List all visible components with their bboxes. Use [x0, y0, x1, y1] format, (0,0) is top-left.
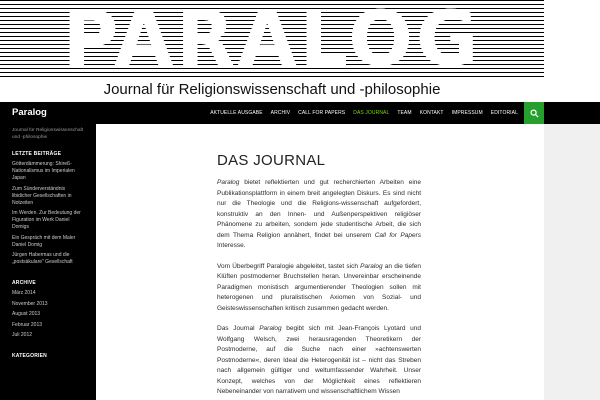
- site-tagline: Journal für Religionswissenschaft und -philosophie: [103, 81, 441, 98]
- archive-widget: [12, 280, 84, 339]
- call-for-papers-em: Call for Papers: [374, 231, 421, 239]
- nav-item-team[interactable]: TEAM: [397, 110, 412, 116]
- categories-heading: KATEGORIEN: [12, 353, 47, 359]
- paragraph-3-text: begibt sich mit Jean-François Lyotard und Wolfgang Welsch, zwei herausragenden Theoretikern der Postmoderne, auf die Suche nach einer »achtenswerten Postmoderne«, deren Ideal die Heterogenität ist – nicht das Streben nach allgemein gültiger und weltumfassender Wahrheit. Unser Konzept, welches von der Möglichkeit eines reflektieren Nebeneinander von narrativem und wissenschaftlichem Wissen: [217, 325, 421, 395]
- search-icon: [530, 109, 539, 118]
- recent-post-link[interactable]: Götterdämmerung: Shireß-Nationalismus im Imperialen Japan: [12, 161, 75, 181]
- site-title[interactable]: Paralog: [12, 107, 47, 118]
- paralog-em: Paralog: [360, 262, 383, 270]
- banner-right-margin: [544, 0, 600, 102]
- archive-link[interactable]: Juli 2012: [12, 332, 33, 338]
- recent-post-link[interactable]: Zum Sünderverständnis libidicher Gesellschaften in Notzeiten: [12, 185, 72, 206]
- paragraph-2: [217, 262, 421, 315]
- archive-link[interactable]: März 2014: [12, 290, 36, 296]
- archive-link[interactable]: August 2013: [12, 311, 41, 317]
- header-banner[interactable]: [0, 0, 544, 77]
- tagline-bar: [0, 77, 544, 102]
- nav-item-editorial[interactable]: EDITORIAL: [490, 110, 518, 116]
- archive-link[interactable]: Februar 2013: [12, 321, 43, 328]
- paragraph-1-end: Interesse.: [217, 242, 246, 249]
- paragraph-3-start: Das Journal: [217, 325, 260, 332]
- nav-item-das-journal[interactable]: DAS JOURNAL: [353, 110, 390, 116]
- page-title: DAS JOURNAL: [217, 152, 326, 169]
- nav-item-impressum[interactable]: IMPRESSUM: [451, 110, 483, 116]
- paralog-em: Paralog: [217, 179, 240, 186]
- recent-post-link[interactable]: Jürgen Habermas und die „postsäkulare" Gesellschaft: [12, 252, 73, 265]
- paragraph-2-start: Vom Überbegriff Paralogie abgeleitet, tastet sich: [217, 262, 361, 270]
- archive-heading: ARCHIVE: [12, 280, 36, 286]
- recent-post-link[interactable]: Ein Gespräch mit dem Maler Daniel Domig: [12, 234, 76, 248]
- paragraph-2-text: an die tiefen Klüften postmoderner Bruchstellen heran. Unvereinbar erscheinende Paradigmen monistisch argumentierender Theologien sollen mit heterogenen und pluralistischen Axiomen von Sozial- und Geisteswissenschaften kritisch zusammen gedacht werden.: [217, 262, 421, 312]
- nav-edge: [544, 102, 600, 124]
- paragraph-3: [217, 324, 421, 398]
- archive-link[interactable]: November 2013: [12, 300, 48, 307]
- main-nav: [206, 102, 522, 124]
- paralog-em: Paralog: [259, 325, 282, 332]
- site-logo[interactable]: PARALOG: [62, 0, 482, 77]
- search-button[interactable]: [524, 102, 544, 124]
- nav-item-aktuelle-ausgabe[interactable]: AKTUELLE AUSGABE: [210, 110, 263, 116]
- sidebar-tagline: Journal für Religionswissenschaft und -philosophie: [12, 128, 84, 140]
- nav-item-kontakt[interactable]: KONTAKT: [419, 110, 444, 116]
- recent-posts-heading: LETZTE BEITRÄGE: [12, 151, 62, 157]
- article: [217, 152, 421, 400]
- navbar: [0, 102, 600, 124]
- paragraph-1-text: bietet reflektierten und gut recherchierten Arbeiten eine Publikationsplattform in einem breit angelegten Diskurs. Es sind nicht nur die Theologie und die Religions-wissenschaft aufgefordert, konstruktiv an den Innen- und Außenperspektiven religiöser Phänomene zu arbeiten, sondern jede studentische Arbeit, die sich dem Thema Religion annähert, findet bei unserem: [217, 179, 421, 239]
- nav-item-call-for-papers[interactable]: CALL FOR PAPERS: [298, 110, 346, 116]
- sidebar: [0, 124, 96, 400]
- paragraph-1: [217, 178, 421, 252]
- nav-item-archiv[interactable]: ARCHIV: [270, 110, 291, 116]
- recent-post-link[interactable]: Im Werden. Zur Bedeutung der Figuration im Werk Daniel Domigs: [12, 210, 81, 230]
- main-content: [96, 124, 544, 400]
- right-gutter: [544, 124, 600, 400]
